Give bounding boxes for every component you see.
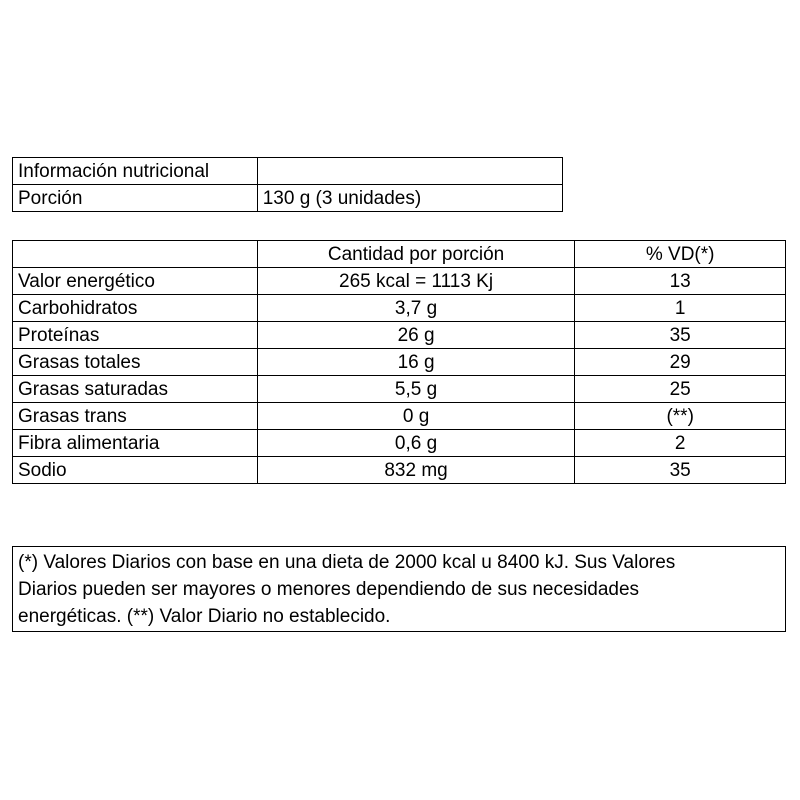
nutrient-daily-value: 35 [575,322,786,349]
footnote-line: energéticas. (**) Valor Diario no establecido. [18,606,391,627]
portion-label: Porción [13,185,258,212]
nutrient-name: Grasas totales [13,349,258,376]
nutrient-daily-value: 29 [575,349,786,376]
nutrient-amount: 265 kcal = 1113 Kj [257,268,575,295]
nutrient-amount: 26 g [257,322,575,349]
table-row [13,295,786,322]
info-title-value [257,158,562,185]
nutrient-daily-value: (**) [575,403,786,430]
table-row [13,403,786,430]
table-row [13,349,786,376]
nutrient-name: Grasas trans [13,403,258,430]
nutrient-name: Grasas saturadas [13,376,258,403]
info-title-label: Información nutricional [13,158,258,185]
portion-info-table [12,157,563,212]
header-nutrient [13,241,258,268]
table-row [13,268,786,295]
footnote-line: Diarios pueden ser mayores o menores dependiendo de sus necesidades [18,579,640,600]
table-header-row [13,241,786,268]
nutrient-daily-value: 35 [575,457,786,484]
nutrient-daily-value: 2 [575,430,786,457]
nutrient-daily-value: 1 [575,295,786,322]
table-row [13,158,563,185]
nutrient-name: Sodio [13,457,258,484]
nutrient-name: Proteínas [13,322,258,349]
nutrient-daily-value: 25 [575,376,786,403]
table-row [13,322,786,349]
header-daily-value: % VD(*) [575,241,786,268]
footnote-line: (*) Valores Diarios con base en una dieta de 2000 kcal u 8400 kJ. Sus Valores [18,552,676,573]
nutrient-name: Carbohidratos [13,295,258,322]
nutrient-name: Fibra alimentaria [13,430,258,457]
nutrition-facts-table [12,240,786,484]
nutrient-amount: 0 g [257,403,575,430]
nutrient-amount: 3,7 g [257,295,575,322]
nutrient-amount: 16 g [257,349,575,376]
table-row [13,185,563,212]
footnote-box [12,546,786,632]
nutrient-daily-value: 13 [575,268,786,295]
nutrient-amount: 5,5 g [257,376,575,403]
portion-value: 130 g (3 unidades) [257,185,562,212]
table-row [13,376,786,403]
table-row [13,457,786,484]
header-amount: Cantidad por porción [257,241,575,268]
table-row [13,430,786,457]
nutrient-amount: 832 mg [257,457,575,484]
nutrient-name: Valor energético [13,268,258,295]
nutrient-amount: 0,6 g [257,430,575,457]
